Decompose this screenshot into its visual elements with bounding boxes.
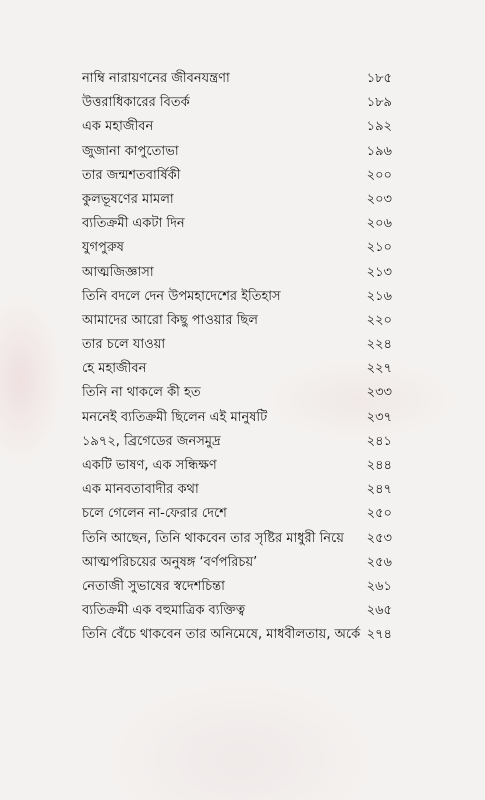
toc-entry — [82, 312, 392, 336]
table-of-contents — [82, 70, 392, 651]
toc-entry-page: ২৫৬ — [366, 554, 392, 570]
toc-entry — [82, 481, 392, 505]
toc-entry — [82, 143, 392, 167]
toc-entry — [82, 505, 392, 529]
toc-entry-page: ২২৪ — [366, 337, 392, 353]
toc-entry-page: ২০৩ — [366, 191, 392, 207]
toc-entry — [82, 70, 392, 94]
toc-entry — [82, 336, 392, 360]
toc-entry-title: চলে গেলেন না-ফেরার দেশে — [82, 506, 227, 522]
toc-entry-page: ২০৬ — [366, 216, 392, 232]
toc-entry-page: ২৩৭ — [366, 409, 392, 425]
toc-entry-title: কুলভূষণের মামলা — [82, 191, 174, 207]
toc-entry-title: হে মহাজীবন — [82, 361, 147, 377]
toc-entry-page: ২৪৪ — [366, 458, 392, 473]
toc-entry-page: ২৭৪ — [366, 627, 392, 643]
toc-entry — [82, 191, 392, 215]
toc-entry — [82, 118, 392, 142]
toc-entry-title: একটি ভাষণ, এক সন্ধিক্ষণ — [82, 458, 217, 473]
toc-entry — [82, 215, 392, 239]
toc-entry-page: ২২৭ — [366, 361, 392, 377]
toc-entry-page: ২৬১ — [366, 578, 392, 594]
toc-entry — [82, 167, 392, 191]
toc-entry — [82, 288, 392, 312]
toc-entry-title: ব্যতিক্রমী এক বহুমাত্রিক ব্যক্তিত্ব — [82, 603, 246, 619]
toc-entry-page: ১৯৬ — [366, 143, 392, 159]
toc-entry — [82, 409, 392, 433]
toc-entry — [82, 264, 392, 288]
toc-entry-page: ২৫০ — [366, 506, 392, 522]
toc-entry-title: আত্মপরিচয়ের অনুষঙ্গ ‘বর্ণপরিচয়’ — [82, 554, 258, 570]
toc-entry-page: ২৬৫ — [366, 603, 392, 619]
toc-entry-page: ২৪১ — [366, 433, 392, 449]
toc-entry-page: ২১০ — [366, 240, 392, 256]
toc-entry-page: ১৮৯ — [366, 95, 392, 111]
toc-entry-page: ২১৬ — [366, 288, 392, 304]
toc-entry-title: ব্যতিক্রমী একটা দিন — [82, 216, 185, 232]
toc-entry-title: তিনি বদলে দেন উপমহাদেশের ইতিহাস — [82, 288, 281, 304]
toc-entry-title: এক মানবতাবাদীর কথা — [82, 482, 199, 498]
toc-entry-title: এক মহাজীবন — [82, 119, 154, 135]
toc-entry-page: ২৩৩ — [366, 385, 392, 401]
toc-entry-page: ২৪৭ — [366, 482, 392, 498]
toc-entry — [82, 602, 392, 626]
toc-entry — [82, 554, 392, 578]
toc-entry — [82, 360, 392, 384]
toc-entry — [82, 94, 392, 118]
toc-entry — [82, 384, 392, 408]
toc-entry — [82, 530, 392, 554]
toc-entry-title: মননেই ব্যতিক্রমী ছিলেন এই মানুষটি — [82, 409, 268, 425]
toc-entry-title: যুগপুরুষ — [82, 240, 124, 256]
toc-entry-title: তিনি না থাকলে কী হত — [82, 385, 201, 401]
toc-entry-page: ২৫৩ — [366, 530, 392, 546]
toc-entry-title: আত্মজিজ্ঞাসা — [82, 264, 154, 280]
toc-entry-title: আমাদের আরো কিছু পাওয়ার ছিল — [82, 312, 258, 328]
toc-entry-title: তিনি বেঁচে থাকবেন তার অনিমেষে, মাধবীলতায়, অর্কে — [82, 627, 361, 643]
toc-entry — [82, 457, 392, 481]
toc-entry-page: ১৮৫ — [366, 71, 392, 86]
toc-entry-title: উত্তরাধিকারের বিতর্ক — [82, 95, 190, 111]
toc-entry-page: ২২০ — [366, 312, 392, 328]
toc-entry-title: ১৯৭২, ব্রিগেডের জনসমুদ্র — [82, 433, 221, 449]
toc-entry-title: নাম্বি নারায়ণনের জীবনযন্ত্রণা — [82, 71, 230, 86]
toc-entry-title: তার জন্মশতবার্ষিকী — [82, 167, 181, 183]
toc-entry-title: জুজানা কাপুতোভা — [82, 143, 179, 159]
toc-entry — [82, 626, 392, 650]
toc-entry-title: নেতাজী সুভাষের স্বদেশচিন্তা — [82, 578, 225, 594]
toc-entry — [82, 578, 392, 602]
toc-entry-page: ২১৩ — [366, 264, 392, 280]
toc-entry-title: তার চলে যাওয়া — [82, 337, 166, 353]
toc-entry-page: ২০০ — [366, 167, 392, 183]
toc-entry-title: তিনি আছেন, তিনি থাকবেন তার সৃষ্টির মাধুরী নিয়ে — [82, 530, 344, 546]
toc-entry — [82, 239, 392, 263]
toc-entry — [82, 433, 392, 457]
toc-entry-page: ১৯২ — [366, 119, 392, 135]
